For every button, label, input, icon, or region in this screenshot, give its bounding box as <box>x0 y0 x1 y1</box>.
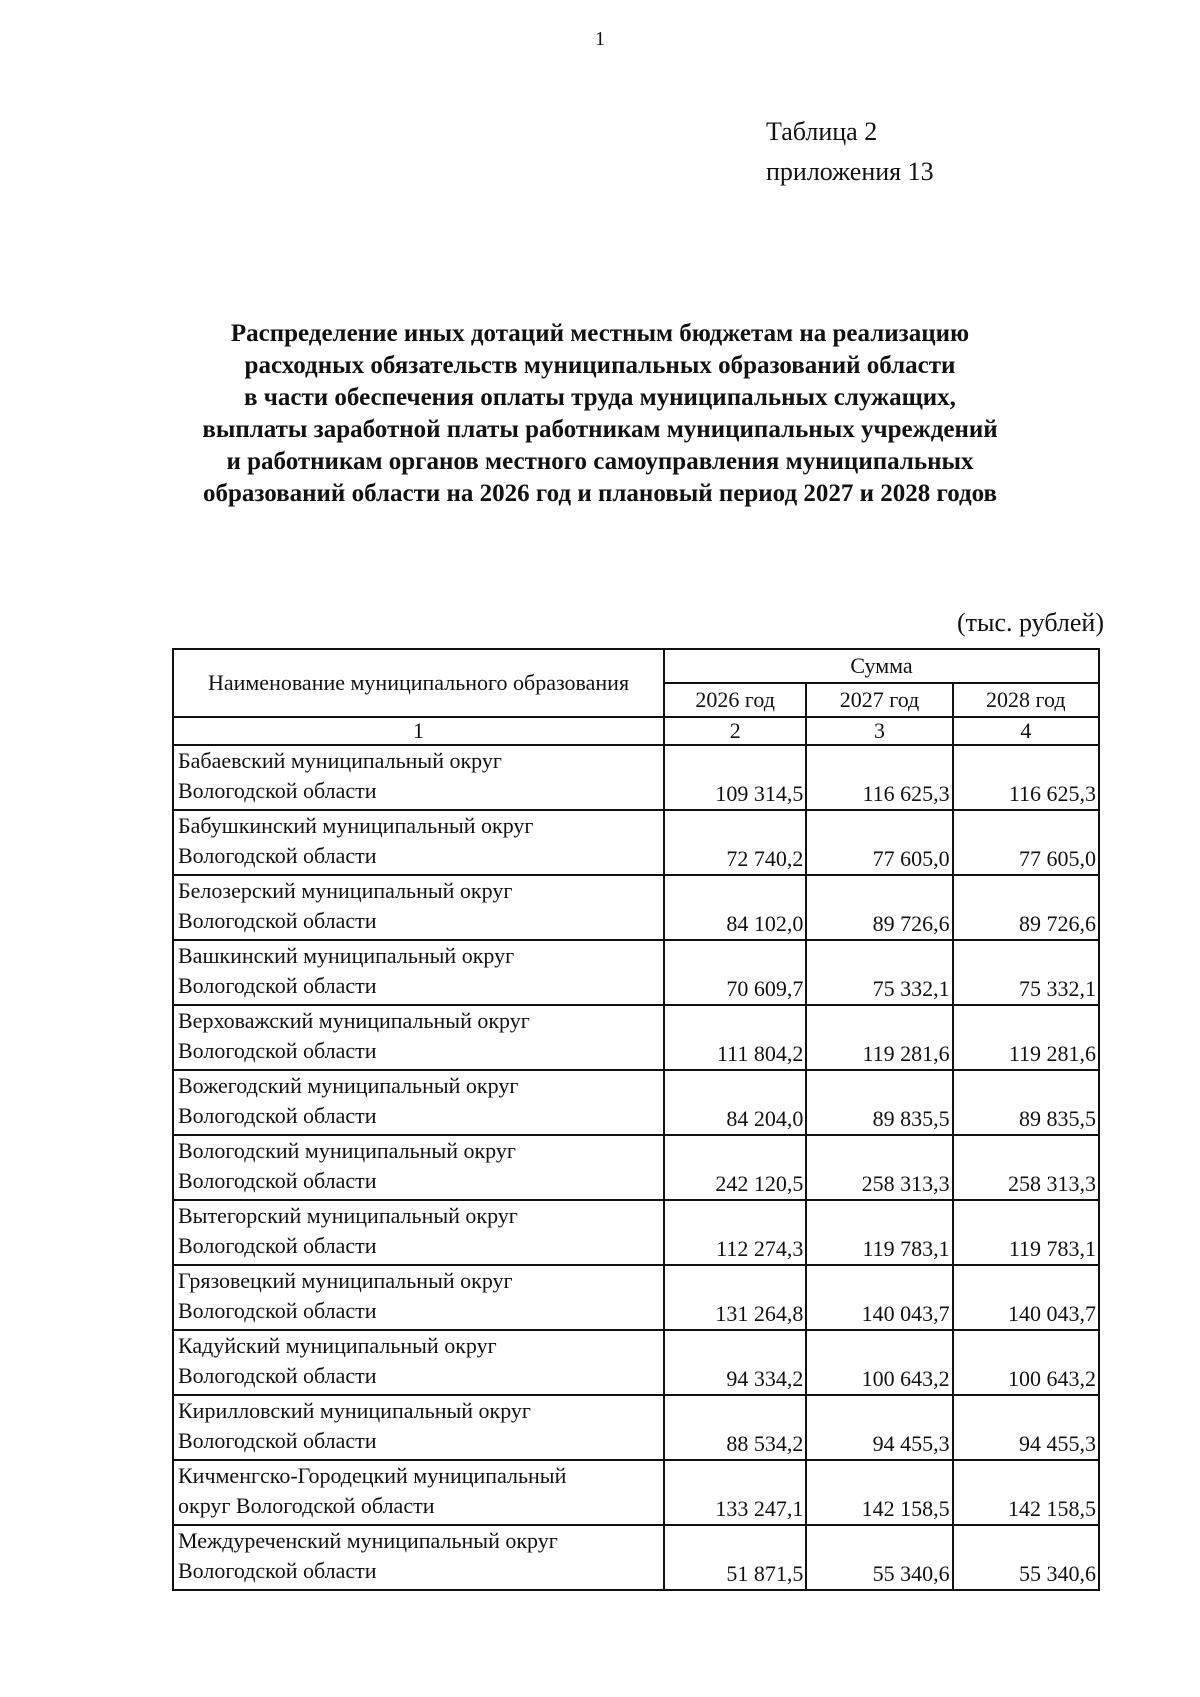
budget-table <box>172 648 1100 1591</box>
amount-2026: 111 804,2 <box>664 1005 806 1070</box>
amount-2028: 258 313,3 <box>953 1135 1099 1200</box>
table-row <box>173 875 1099 940</box>
municipality-name-line: Вытегорский муниципальный округ <box>178 1203 518 1228</box>
amount-2027: 140 043,7 <box>806 1265 952 1330</box>
municipality-name <box>173 1330 664 1395</box>
municipality-name <box>173 1200 664 1265</box>
amount-2026: 84 102,0 <box>664 875 806 940</box>
table-row <box>173 745 1099 810</box>
table-row <box>173 1135 1099 1200</box>
municipality-name-line: Вологодской области <box>178 1233 377 1258</box>
amount-2026: 70 609,7 <box>664 940 806 1005</box>
municipality-name-line: Вологодский муниципальный округ <box>178 1138 516 1163</box>
amount-2027: 119 281,6 <box>806 1005 952 1070</box>
amount-2028: 119 281,6 <box>953 1005 1099 1070</box>
municipality-name-line: Кирилловский муниципальный округ <box>178 1398 531 1423</box>
table-row <box>173 1330 1099 1395</box>
municipality-name-line: Вологодской области <box>178 1558 377 1583</box>
amount-2028: 140 043,7 <box>953 1265 1099 1330</box>
column-number-row <box>173 717 1099 745</box>
municipality-name-line: Междуреченский муниципальный округ <box>178 1528 558 1553</box>
amount-2027: 119 783,1 <box>806 1200 952 1265</box>
amount-2027: 100 643,2 <box>806 1330 952 1395</box>
column-number: 3 <box>806 717 952 745</box>
municipality-name-line: Вологодской области <box>178 1428 377 1453</box>
municipality-name-line: Вологодской области <box>178 1363 377 1388</box>
table-row <box>173 1265 1099 1330</box>
municipality-name-line: Белозерский муниципальный округ <box>178 878 513 903</box>
municipality-name-line: Вологодской области <box>178 1038 377 1063</box>
table-reference-line: Таблица 2 <box>766 117 878 146</box>
amount-2026: 88 534,2 <box>664 1395 806 1460</box>
amount-2027: 89 726,6 <box>806 875 952 940</box>
amount-2026: 109 314,5 <box>664 745 806 810</box>
amount-2027: 116 625,3 <box>806 745 952 810</box>
page-number: 1 <box>595 28 605 50</box>
units-label: (тыс. рублей) <box>956 608 1104 637</box>
municipality-name <box>173 810 664 875</box>
table-body <box>173 745 1099 1590</box>
title-line: выплаты заработной платы работникам муниципальных учреждений <box>202 416 998 443</box>
table-reference <box>766 112 934 192</box>
title-line: Распределение иных дотаций местным бюджетам на реализацию <box>230 320 970 347</box>
municipality-name-line: Бабаевский муниципальный округ <box>178 748 502 773</box>
amount-2028: 55 340,6 <box>953 1525 1099 1590</box>
municipality-name-line: Вологодской области <box>178 778 377 803</box>
column-number: 2 <box>664 717 806 745</box>
amount-2026: 94 334,2 <box>664 1330 806 1395</box>
municipality-name <box>173 745 664 810</box>
year-header: 2028 год <box>953 683 1099 717</box>
table-row <box>173 810 1099 875</box>
table-row <box>173 940 1099 1005</box>
table-row <box>173 1525 1099 1590</box>
title-line: расходных обязательств муниципальных образований области <box>244 352 956 379</box>
municipality-name-line: Грязовецкий муниципальный округ <box>178 1268 513 1293</box>
year-header: 2026 год <box>664 683 806 717</box>
amount-2026: 84 204,0 <box>664 1070 806 1135</box>
table-header-row <box>173 649 1099 683</box>
municipality-name <box>173 1460 664 1525</box>
table-row <box>173 1070 1099 1135</box>
column-number: 1 <box>173 717 664 745</box>
municipality-name-line: Верховажский муниципальный округ <box>178 1008 530 1033</box>
amount-2028: 142 158,5 <box>953 1460 1099 1525</box>
amount-2028: 116 625,3 <box>953 745 1099 810</box>
amount-2027: 94 455,3 <box>806 1395 952 1460</box>
amount-2028: 100 643,2 <box>953 1330 1099 1395</box>
amount-2027: 142 158,5 <box>806 1460 952 1525</box>
municipality-name <box>173 940 664 1005</box>
municipality-name-line: Вологодской области <box>178 843 377 868</box>
title-line: и работникам органов местного самоуправления муниципальных <box>226 448 974 475</box>
table-reference-line: приложения 13 <box>766 157 934 186</box>
municipality-name-line: Вологодской области <box>178 973 377 998</box>
municipality-name <box>173 1395 664 1460</box>
municipality-name <box>173 1005 664 1070</box>
municipality-name-line: Вашкинский муниципальный округ <box>178 943 515 968</box>
column-number: 4 <box>953 717 1099 745</box>
document-title <box>150 318 1050 510</box>
municipality-name <box>173 1525 664 1590</box>
municipality-name-line: Кичменгско-Городецкий муниципальный <box>178 1463 567 1488</box>
amount-2026: 131 264,8 <box>664 1265 806 1330</box>
table-row <box>173 1460 1099 1525</box>
title-line: образований области на 2026 год и плановый период 2027 и 2028 годов <box>202 480 998 507</box>
table-row <box>173 1005 1099 1070</box>
amount-2027: 55 340,6 <box>806 1525 952 1590</box>
municipality-name-line: Бабушкинский муниципальный округ <box>178 813 534 838</box>
municipality-name-line: Вологодской области <box>178 1103 377 1128</box>
amount-2027: 89 835,5 <box>806 1070 952 1135</box>
municipality-name <box>173 1265 664 1330</box>
municipality-name <box>173 875 664 940</box>
amount-2026: 51 871,5 <box>664 1525 806 1590</box>
amount-2027: 75 332,1 <box>806 940 952 1005</box>
amount-2028: 89 726,6 <box>953 875 1099 940</box>
municipality-name-line: Вологодской области <box>178 1298 377 1323</box>
title-line: в части обеспечения оплаты труда муниципальных служащих, <box>244 384 956 411</box>
municipality-name-line: Кадуйский муниципальный округ <box>178 1333 497 1358</box>
municipality-name <box>173 1070 664 1135</box>
municipality-name-line: Вологодской области <box>178 1168 377 1193</box>
table-row <box>173 1395 1099 1460</box>
amount-2026: 133 247,1 <box>664 1460 806 1525</box>
municipality-name-line: Вологодской области <box>178 908 377 933</box>
municipality-column-header: Наименование муниципального образования <box>173 649 664 717</box>
amount-2028: 94 455,3 <box>953 1395 1099 1460</box>
table-row <box>173 1200 1099 1265</box>
amount-2028: 89 835,5 <box>953 1070 1099 1135</box>
municipality-name-line: Вожегодский муниципальный округ <box>178 1073 519 1098</box>
municipality-name <box>173 1135 664 1200</box>
amount-2028: 75 332,1 <box>953 940 1099 1005</box>
amount-2026: 112 274,3 <box>664 1200 806 1265</box>
amount-2027: 77 605,0 <box>806 810 952 875</box>
amount-2026: 72 740,2 <box>664 810 806 875</box>
amount-2027: 258 313,3 <box>806 1135 952 1200</box>
amount-2028: 77 605,0 <box>953 810 1099 875</box>
amount-2026: 242 120,5 <box>664 1135 806 1200</box>
sum-header: Сумма <box>664 649 1099 683</box>
amount-2028: 119 783,1 <box>953 1200 1099 1265</box>
year-header: 2027 год <box>806 683 952 717</box>
municipality-name-line: округ Вологодской области <box>178 1493 435 1518</box>
